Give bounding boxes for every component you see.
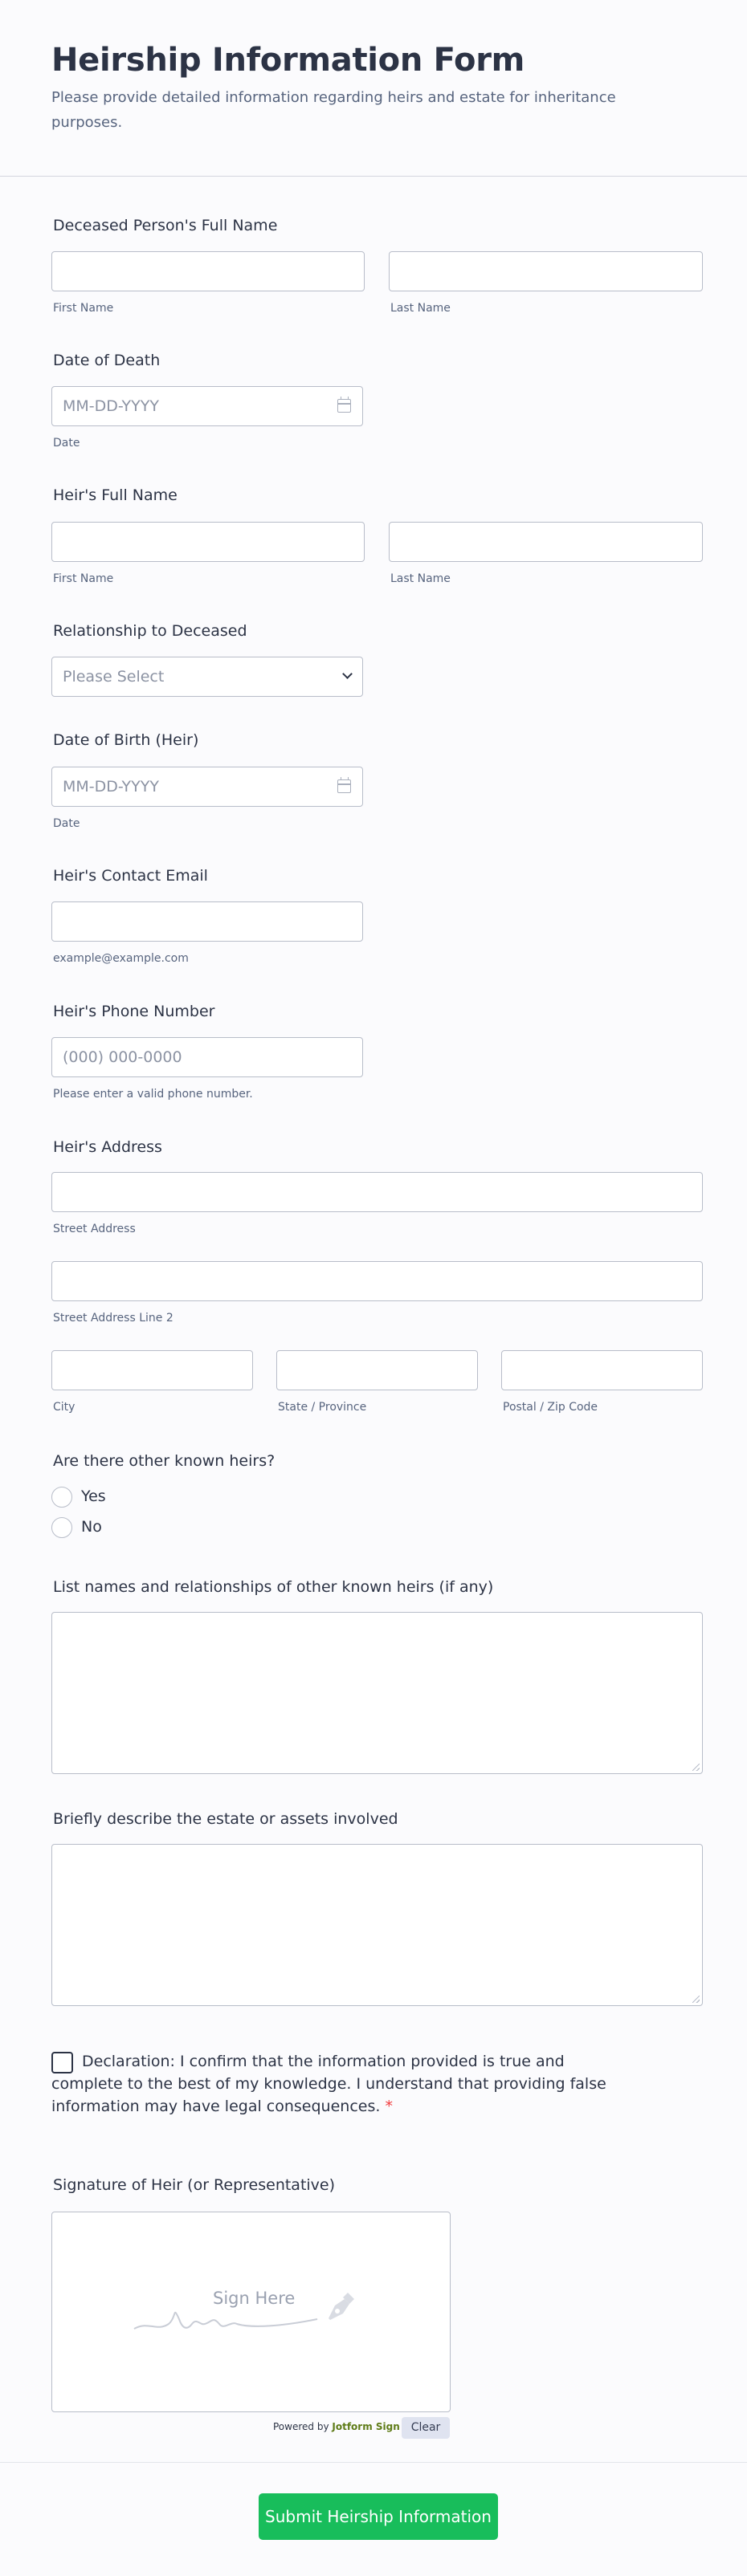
heir-first-name-sublabel: First Name xyxy=(53,572,114,585)
date-of-death-placeholder: MM-DD-YYYY xyxy=(63,397,159,415)
signature-pad[interactable] xyxy=(51,2212,451,2412)
signature-label: Signature of Heir (or Representative) xyxy=(53,2176,336,2194)
other-heirs-label: Are there other known heirs? xyxy=(53,1452,276,1470)
radio-yes-label[interactable]: Yes xyxy=(81,1487,106,1505)
other-heirs-list-label: List names and relationships of other known heirs (if any) xyxy=(53,1578,494,1596)
pen-nib-icon xyxy=(324,2291,357,2323)
resize-handle-icon[interactable] xyxy=(692,1764,700,1771)
relationship-select[interactable] xyxy=(51,657,363,697)
clear-signature-button[interactable]: Clear xyxy=(402,2417,450,2439)
street-address-sublabel: Street Address xyxy=(53,1223,136,1235)
city-input[interactable] xyxy=(51,1350,253,1390)
heir-email-sublabel: example@example.com xyxy=(53,952,189,965)
state-province-sublabel: State / Province xyxy=(278,1401,367,1414)
estate-textarea[interactable] xyxy=(51,1844,703,2006)
heir-dob-sublabel: Date xyxy=(53,817,80,830)
heir-dob-input[interactable] xyxy=(51,767,363,807)
heir-address-label: Heir's Address xyxy=(53,1138,162,1156)
required-asterisk: * xyxy=(385,2098,393,2115)
other-heirs-textarea[interactable] xyxy=(51,1612,703,1774)
estate-label: Briefly describe the estate or assets involved xyxy=(53,1810,398,1828)
heir-email-label: Heir's Contact Email xyxy=(53,867,208,885)
jotform-sign-brand[interactable]: Jotform Sign xyxy=(332,2421,400,2432)
deceased-first-name-input[interactable] xyxy=(51,251,365,291)
form-subtitle: Please provide detailed information regarding heirs and estate for inheritance purposes. xyxy=(51,89,616,131)
postal-zip-input[interactable] xyxy=(501,1350,703,1390)
city-sublabel: City xyxy=(53,1401,76,1414)
street-address-input[interactable] xyxy=(51,1172,703,1212)
radio-no-label[interactable]: No xyxy=(81,1518,102,1536)
powered-by xyxy=(273,2421,400,2432)
deceased-name-label: Deceased Person's Full Name xyxy=(53,217,278,234)
powered-prefix: Powered by xyxy=(273,2421,329,2432)
state-province-input[interactable] xyxy=(276,1350,478,1390)
heir-name-label: Heir's Full Name xyxy=(53,486,178,504)
heir-phone-placeholder: (000) 000-0000 xyxy=(63,1048,182,1066)
heir-phone-label: Heir's Phone Number xyxy=(53,1003,215,1020)
chevron-down-icon xyxy=(342,669,353,679)
sign-here-text: Sign Here xyxy=(213,2289,296,2308)
heir-phone-sublabel: Please enter a valid phone number. xyxy=(53,1088,253,1101)
deceased-first-name-sublabel: First Name xyxy=(53,302,114,315)
deceased-last-name-input[interactable] xyxy=(389,251,703,291)
heir-phone-input[interactable] xyxy=(51,1037,363,1077)
date-of-death-label: Date of Death xyxy=(53,352,161,369)
date-of-death-input[interactable] xyxy=(51,386,363,426)
footer-divider xyxy=(0,2462,747,2463)
heir-last-name-input[interactable] xyxy=(389,522,703,562)
calendar-icon[interactable] xyxy=(337,399,351,413)
header-divider xyxy=(0,176,747,177)
street-address-line2-input[interactable] xyxy=(51,1261,703,1301)
relationship-placeholder: Please Select xyxy=(63,668,165,686)
deceased-last-name-sublabel: Last Name xyxy=(390,302,451,315)
heir-last-name-sublabel: Last Name xyxy=(390,572,451,585)
resize-handle-icon[interactable] xyxy=(692,1996,700,2003)
calendar-icon[interactable] xyxy=(337,779,351,793)
heir-dob-placeholder: MM-DD-YYYY xyxy=(63,778,159,796)
street-address-line2-sublabel: Street Address Line 2 xyxy=(53,1312,173,1325)
radio-yes[interactable] xyxy=(51,1487,72,1508)
submit-button[interactable]: Submit Heirship Information xyxy=(259,2493,498,2540)
radio-no[interactable] xyxy=(51,1517,72,1538)
date-of-death-sublabel: Date xyxy=(53,437,80,450)
heir-first-name-input[interactable] xyxy=(51,522,365,562)
declaration-text: Declaration: I confirm that the information provided is true and complete to the best of my knowledge. I understand that providing false information may have legal consequences. xyxy=(51,2053,606,2115)
form-title: Heirship Information Form xyxy=(51,42,525,79)
heir-email-input[interactable] xyxy=(51,901,363,942)
heir-dob-label: Date of Birth (Heir) xyxy=(53,731,199,749)
relationship-label: Relationship to Deceased xyxy=(53,622,247,640)
postal-zip-sublabel: Postal / Zip Code xyxy=(503,1401,598,1414)
declaration-label[interactable] xyxy=(51,2050,638,2118)
